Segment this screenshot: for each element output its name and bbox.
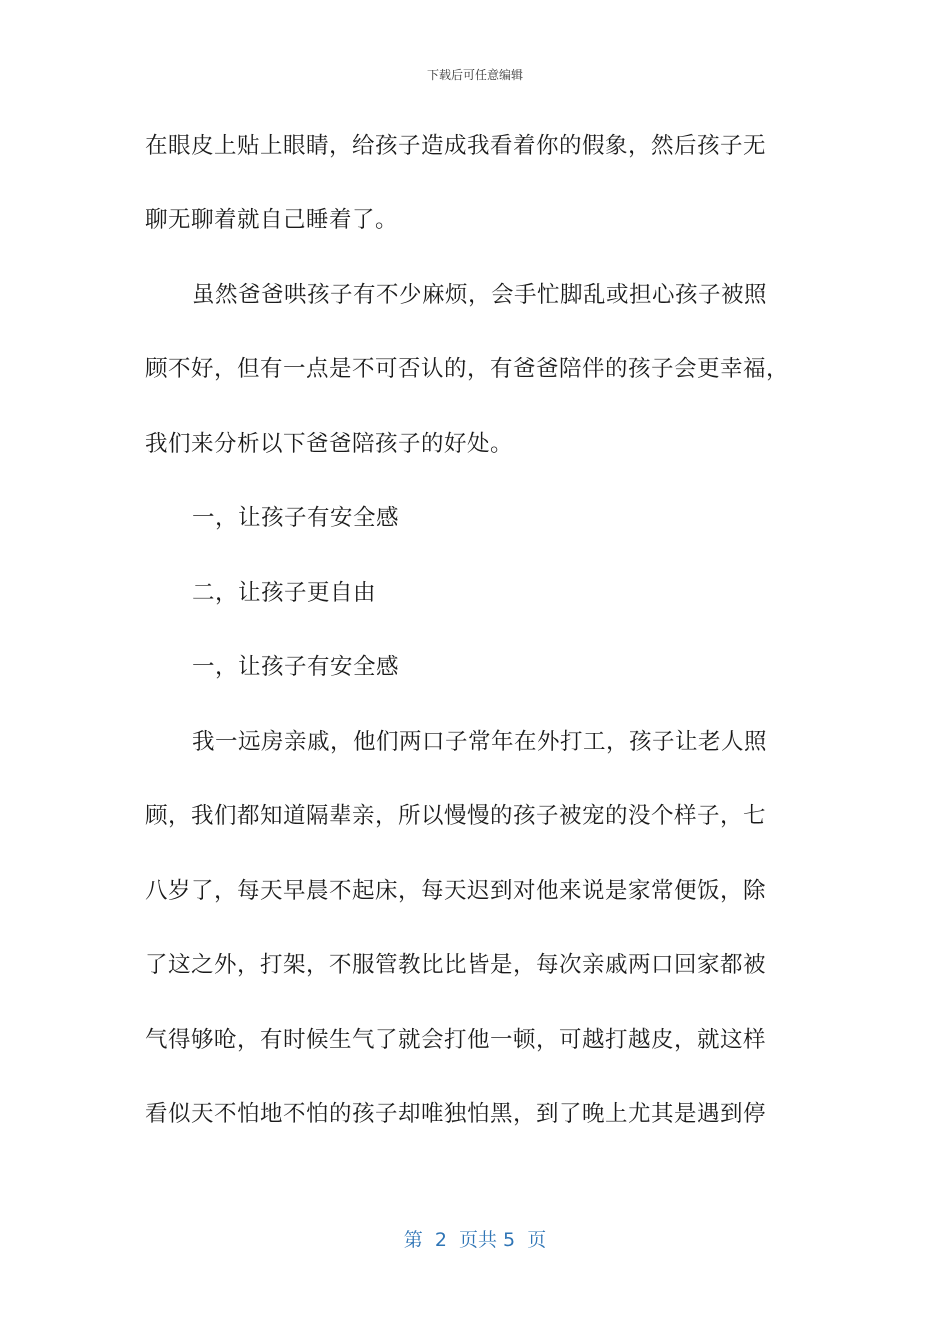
section-heading: 一，让孩子有安全感 <box>192 654 400 680</box>
page-number-footer: 第 2 页共 5 页 <box>403 1229 547 1251</box>
list-item: 一，让孩子有安全感 <box>192 505 400 531</box>
text-line: 聊无聊着就自己睡着了。 <box>145 207 399 233</box>
text-line: 我一远房亲戚，他们两口子常年在外打工，孩子让老人照 <box>192 729 768 755</box>
page-header: 下载后可任意编辑 <box>426 68 523 82</box>
text-line: 在眼皮上贴上眼睛，给孩子造成我看着你的假象，然后孩子无 <box>145 133 767 159</box>
text-line: 了这之外，打架，不服管教比比皆是，每次亲戚两口回家都被 <box>145 952 767 978</box>
text-line: 虽然爸爸哄孩子有不少麻烦，会手忙脚乱或担心孩子被照 <box>192 282 768 308</box>
text-line: 顾，我们都知道隔辈亲，所以慢慢的孩子被宠的没个样子，七 <box>145 803 767 829</box>
text-line: 看似天不怕地不怕的孩子却唯独怕黑，到了晚上尤其是遇到停 <box>145 1101 767 1127</box>
text-line: 气得够呛，有时候生气了就会打他一顿，可越打越皮，就这样 <box>145 1027 767 1053</box>
text-line: 八岁了，每天早晨不起床，每天迟到对他来说是家常便饭，除 <box>145 878 767 904</box>
list-item: 二，让孩子更自由 <box>192 580 377 606</box>
text-line: 我们来分析以下爸爸陪孩子的好处。 <box>145 431 514 457</box>
text-line: 顾不好，但有一点是不可否认的，有爸爸陪伴的孩子会更幸福， <box>145 356 790 382</box>
